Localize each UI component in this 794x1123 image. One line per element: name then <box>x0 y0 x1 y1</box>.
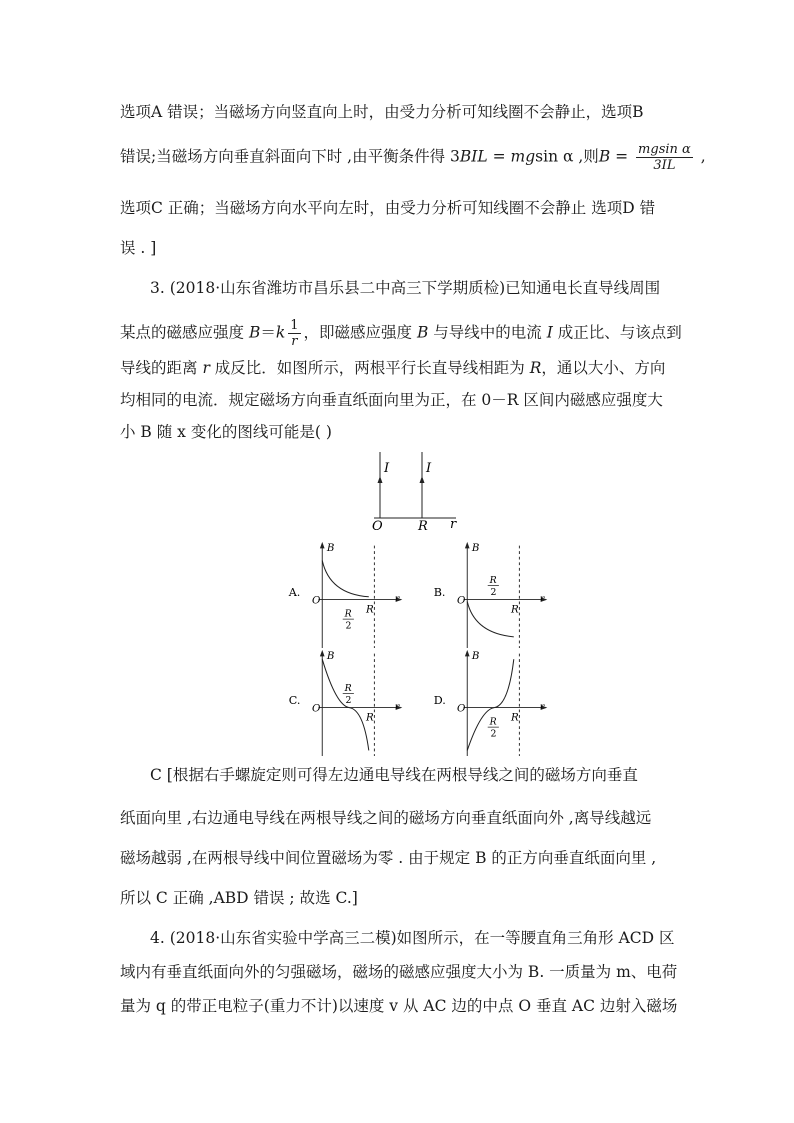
x-axis-label: r <box>394 593 400 605</box>
formula-bil: BIL <box>459 147 488 166</box>
half-r-numerator: R <box>489 574 497 586</box>
text-segment: 成反比．如图所示，两根平行长直导线相距为 <box>209 359 530 377</box>
half-r-numerator: R <box>489 716 497 728</box>
text-segment: 某点的磁感应强度 <box>120 323 249 342</box>
q4-line-3: 量为 q 的带正电粒子(重力不计)以速度 v 从 AC 边的中点 O 垂直 AC 边射入磁场 <box>120 997 678 1015</box>
current-arrow-left <box>378 476 383 483</box>
half-r-denominator: 2 <box>345 620 352 632</box>
option-graph-b <box>425 540 570 648</box>
answer3-line-4: 所以 C 正确 ,ABD 错误 ; 故选 C.] <box>120 889 358 907</box>
option-graph-d <box>425 648 570 756</box>
y-axis-arrow <box>465 650 470 657</box>
text-segment: sin α ,则 <box>535 147 599 166</box>
fraction <box>636 142 693 173</box>
formula-b: B <box>598 147 611 166</box>
y-axis-arrow <box>320 542 325 549</box>
prev-solution-line-3: 选项C 正确；当磁场方向水平向左时，由受力分析可知线圈不会静止 选项D 错 <box>120 199 656 217</box>
text-segment: ，通以大小、方向 <box>541 359 666 377</box>
text-segment: 导线的距离 <box>120 359 203 377</box>
text-segment: 成正比、与该点到 <box>552 323 682 342</box>
origin-label: O <box>457 702 466 715</box>
text-segment: ＝ <box>260 323 276 342</box>
q3-line-3 <box>120 358 665 378</box>
prev-solution-line-1: 选项A 错误；当磁场方向竖直向上时，由受力分析可知线圈不会静止，选项B <box>120 103 644 121</box>
y-axis-arrow <box>465 542 470 549</box>
q4-line-2: 域内有垂直纸面向外的匀强磁场，磁场的磁感应强度大小为 B. 一质量为 m、电荷 <box>120 963 678 981</box>
origin-label: O <box>457 594 466 607</box>
text-segment: ，即磁感应强度 <box>303 323 417 342</box>
origin-label: O <box>312 702 321 715</box>
y-axis-label: B <box>471 542 480 555</box>
answer3-line-3: 磁场越弱 ,在两根导线中间位置磁场为零 . 由于规定 B 的正方向垂直纸面向里 , <box>120 849 657 867</box>
half-r-denominator: 2 <box>345 694 352 706</box>
formula-r: r <box>202 359 210 377</box>
origin-label: O <box>372 519 383 534</box>
current-arrow-right <box>420 476 425 483</box>
formula-b: B <box>416 323 429 342</box>
formula-i: I <box>546 323 553 342</box>
text-segment: = <box>610 147 634 166</box>
r-label: R <box>366 711 374 724</box>
fraction-numerator: mgsin α <box>638 142 691 157</box>
formula-b: B <box>248 323 261 342</box>
axis-label: r <box>450 517 457 532</box>
x-axis-label: r <box>539 593 545 605</box>
half-r-denominator: 2 <box>490 728 497 740</box>
option-letter: D. <box>433 693 446 707</box>
half-r-numerator: R <box>344 608 352 620</box>
option-graph-a <box>280 540 425 648</box>
formula-k: k <box>275 323 286 342</box>
option-graph-c <box>280 648 425 756</box>
x-axis-label: r <box>394 701 400 713</box>
text-segment: 与导线中的电流 <box>428 323 547 342</box>
q4-line-1: 4. (2018·山东省实验中学高三二模)如图所示，在一等腰直角三角形 ACD 区 <box>150 929 675 947</box>
y-axis-label: B <box>326 542 335 555</box>
fraction-denominator: r <box>291 334 298 349</box>
text-segment: 错误;当磁场方向垂直斜面向下时 ,由平衡条件得 3 <box>120 147 460 166</box>
option-letter: A. <box>288 585 301 599</box>
q3-line-1: 3. (2018·山东省潍坊市昌乐县二中高三下学期质检)已知通电长直导线周围 <box>150 279 661 297</box>
fraction <box>288 318 300 349</box>
q3-line-5: 小 B 随 x 变化的图线可能是( ) <box>120 423 332 441</box>
answer3-line-1: C [根据右手螺旋定则可得左边通电导线在两根导线之间的磁场方向垂直 <box>150 766 638 784</box>
option-letter: B. <box>433 585 446 599</box>
prev-solution-line-4: 误 . ] <box>120 239 157 257</box>
fraction-denominator: 3IL <box>653 158 676 173</box>
origin-label: O <box>312 594 321 607</box>
r-label: R <box>511 603 519 616</box>
text-segment: = <box>487 147 511 166</box>
q3-line-2 <box>120 318 682 349</box>
b-curve <box>322 560 369 596</box>
option-letter: C. <box>288 693 301 707</box>
r-label: R <box>511 711 519 724</box>
wire-label-right: I <box>426 461 432 476</box>
wire-label-left: I <box>384 461 390 476</box>
fraction-numerator: 1 <box>290 318 299 333</box>
half-r-numerator: R <box>344 682 352 694</box>
prev-solution-line-2 <box>120 142 706 173</box>
formula-mg: mg <box>510 147 536 166</box>
r-distance-label: R <box>418 519 428 534</box>
y-axis-arrow <box>320 650 325 657</box>
wires-figure <box>360 448 470 536</box>
b-curve <box>467 601 514 636</box>
half-r-denominator: 2 <box>490 586 497 598</box>
r-label: R <box>366 603 374 616</box>
text-segment: , <box>695 147 706 166</box>
y-axis-label: B <box>471 650 480 663</box>
y-axis-label: B <box>326 650 335 663</box>
x-axis-label: r <box>539 701 545 713</box>
q3-line-4: 均相同的电流．规定磁场方向垂直纸面向里为正，在 0－R 区间内磁感应强度大 <box>120 391 663 409</box>
answer3-line-2: 纸面向里 ,右边通电导线在两根导线之间的磁场方向垂直纸面向外 ,离导线越远 <box>120 809 652 827</box>
formula-R: R <box>529 359 542 377</box>
